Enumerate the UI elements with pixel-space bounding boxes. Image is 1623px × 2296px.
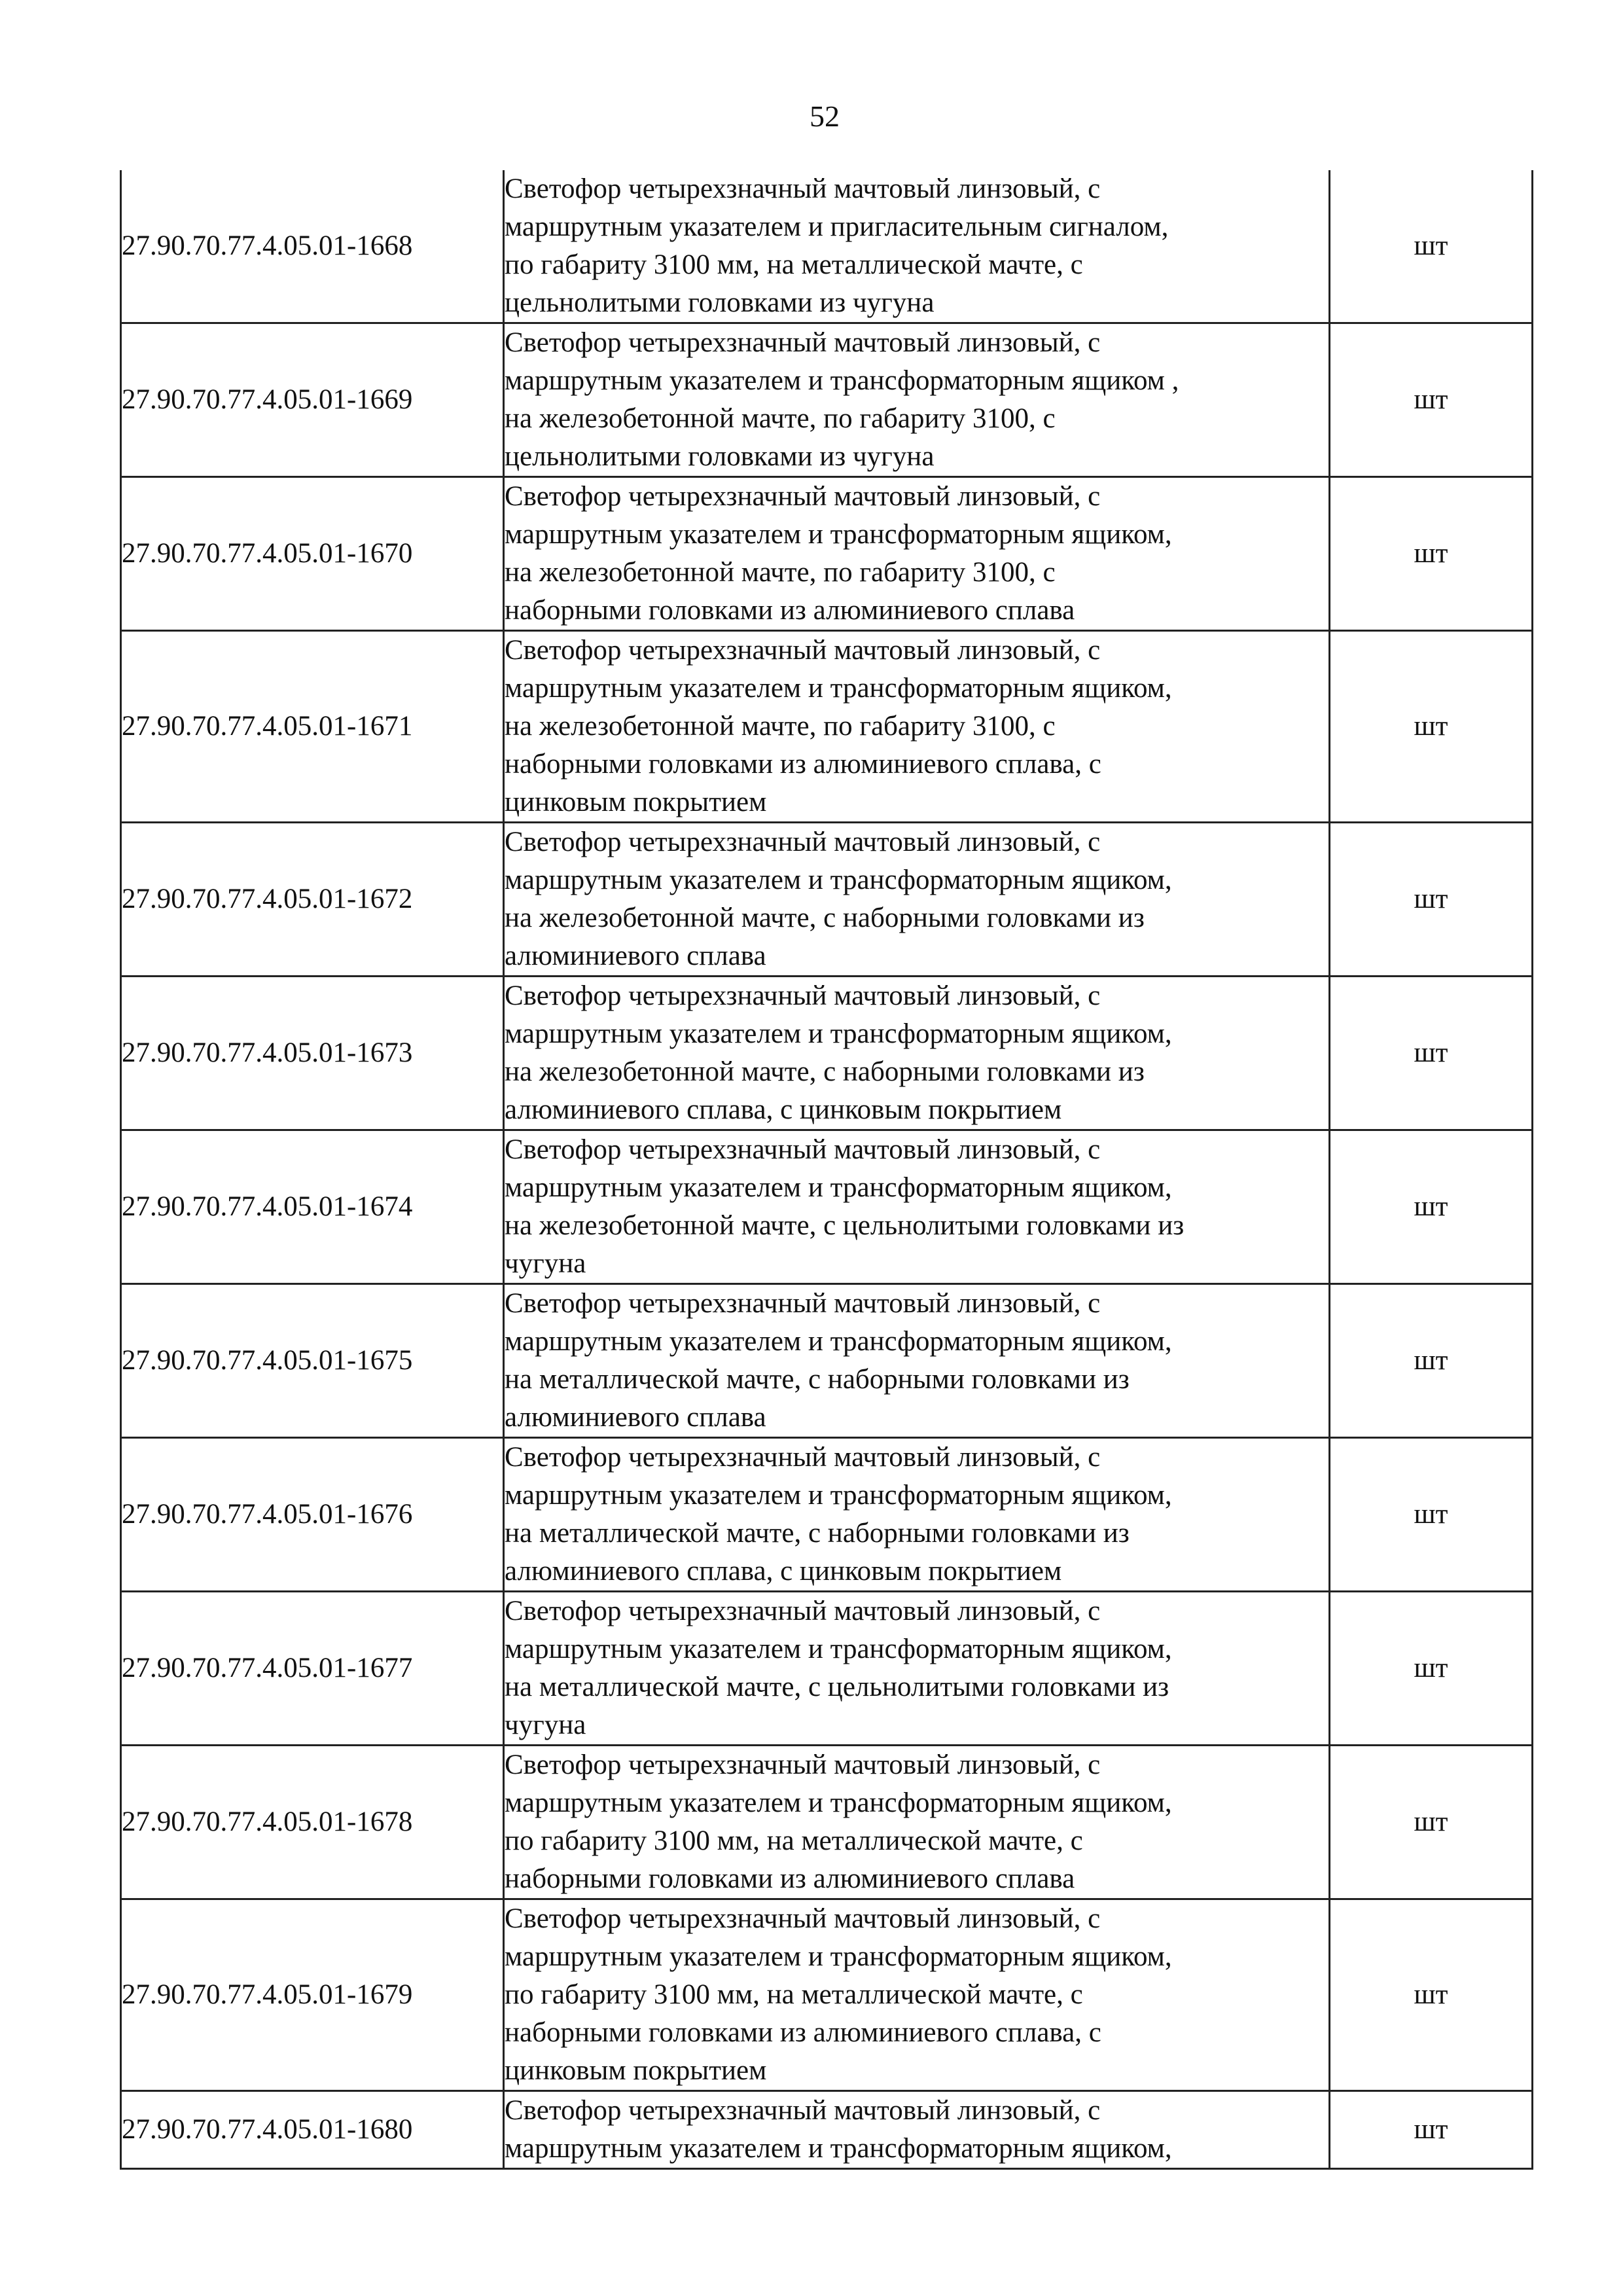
item-code: 27.90.70.77.4.05.01-1673 <box>121 977 504 1130</box>
description-line: на металлической мачте, с наборными головками из <box>505 1518 1130 1549</box>
table-row <box>121 170 1533 323</box>
table-row <box>121 477 1533 631</box>
item-code: 27.90.70.77.4.05.01-1679 <box>121 1899 504 2091</box>
description-line: Светофор четырехзначный мачтовый линзовый, с <box>505 173 1101 204</box>
description-line: маршрутным указателем и трансформаторным ящиком, <box>505 519 1172 550</box>
description-line: алюминиевого сплава, с цинковым покрытием <box>505 1094 1062 1125</box>
table-row <box>121 1130 1533 1284</box>
item-description <box>504 1899 1330 2091</box>
description-line: цинковым покрытием <box>505 2055 767 2086</box>
item-unit: шт <box>1330 2091 1533 2169</box>
item-unit: шт <box>1330 170 1533 323</box>
item-code: 27.90.70.77.4.05.01-1668 <box>121 170 504 323</box>
item-unit: шт <box>1330 323 1533 477</box>
item-description <box>504 823 1330 977</box>
item-description <box>504 2091 1330 2169</box>
description-line: маршрутным указателем и трансформаторным ящиком, <box>505 1480 1172 1511</box>
item-code: 27.90.70.77.4.05.01-1671 <box>121 631 504 823</box>
item-unit: шт <box>1330 977 1533 1130</box>
item-code: 27.90.70.77.4.05.01-1669 <box>121 323 504 477</box>
description-line: маршрутным указателем и трансформаторным ящиком, <box>505 1326 1172 1357</box>
item-code: 27.90.70.77.4.05.01-1670 <box>121 477 504 631</box>
item-unit: шт <box>1330 1592 1533 1746</box>
item-description <box>504 323 1330 477</box>
description-line: маршрутным указателем и трансформаторным ящиком, <box>505 865 1172 895</box>
description-line: Светофор четырехзначный мачтовый линзовый, с <box>505 1442 1101 1473</box>
item-unit: шт <box>1330 1438 1533 1592</box>
table-row <box>121 1746 1533 1899</box>
item-description <box>504 477 1330 631</box>
description-line: на металлической мачте, с цельнолитыми головками из <box>505 1672 1169 1702</box>
item-unit: шт <box>1330 477 1533 631</box>
description-line: Светофор четырехзначный мачтовый линзовый, с <box>505 1903 1101 1934</box>
description-line: маршрутным указателем и трансформаторным ящиком, <box>505 2133 1172 2164</box>
item-description <box>504 631 1330 823</box>
table-row <box>121 977 1533 1130</box>
description-line: на железобетонной мачте, по габариту 3100, с <box>505 711 1056 742</box>
item-description <box>504 1130 1330 1284</box>
table-row <box>121 1899 1533 2091</box>
table-row <box>121 823 1533 977</box>
description-line: маршрутным указателем и трансформаторным ящиком, <box>505 1018 1172 1049</box>
description-line: наборными головками из алюминиевого сплава, с <box>505 2017 1101 2048</box>
item-description <box>504 170 1330 323</box>
page-number: 52 <box>810 99 840 133</box>
catalog-table-body <box>121 170 1533 2169</box>
table-row <box>121 631 1533 823</box>
description-line: на железобетонной мачте, с наборными головками из <box>505 1056 1145 1087</box>
item-unit: шт <box>1330 1899 1533 2091</box>
description-line: на железобетонной мачте, с цельнолитыми головками из <box>505 1210 1185 1241</box>
description-line: Светофор четырехзначный мачтовый линзовый, с <box>505 1749 1101 1780</box>
item-code: 27.90.70.77.4.05.01-1672 <box>121 823 504 977</box>
description-line: маршрутным указателем и пригласительным сигналом, <box>505 211 1169 242</box>
item-unit: шт <box>1330 1284 1533 1438</box>
description-line: маршрутным указателем и трансформаторным ящиком, <box>505 673 1172 704</box>
description-line: алюминиевого сплава, с цинковым покрытием <box>505 1556 1062 1587</box>
description-line: чугуна <box>505 1248 586 1279</box>
table-row <box>121 323 1533 477</box>
description-line: чугуна <box>505 1710 586 1740</box>
description-line: маршрутным указателем и трансформаторным ящиком, <box>505 1634 1172 1664</box>
item-unit: шт <box>1330 1130 1533 1284</box>
description-line: Светофор четырехзначный мачтовый линзовый, с <box>505 1134 1101 1165</box>
description-line: наборными головками из алюминиевого сплава <box>505 1863 1075 1894</box>
description-line: маршрутным указателем и трансформаторным ящиком , <box>505 365 1179 396</box>
description-line: цельнолитыми головками из чугуна <box>505 287 935 318</box>
description-line: Светофор четырехзначный мачтовый линзовый, с <box>505 2095 1101 2126</box>
description-line: алюминиевого сплава <box>505 1402 766 1433</box>
description-line: Светофор четырехзначный мачтовый линзовый, с <box>505 980 1101 1011</box>
item-unit: шт <box>1330 823 1533 977</box>
description-line: алюминиевого сплава <box>505 941 766 971</box>
item-code: 27.90.70.77.4.05.01-1674 <box>121 1130 504 1284</box>
description-line: маршрутным указателем и трансформаторным ящиком, <box>505 1172 1172 1203</box>
item-description <box>504 1592 1330 1746</box>
table-row <box>121 1592 1533 1746</box>
table-row <box>121 1438 1533 1592</box>
description-line: на железобетонной мачте, с наборными головками из <box>505 903 1145 933</box>
description-line: по габариту 3100 мм, на металлической мачте, с <box>505 249 1083 280</box>
item-description <box>504 977 1330 1130</box>
item-description <box>504 1746 1330 1899</box>
item-code: 27.90.70.77.4.05.01-1678 <box>121 1746 504 1899</box>
item-unit: шт <box>1330 631 1533 823</box>
catalog-table <box>120 170 1533 2170</box>
description-line: Светофор четырехзначный мачтовый линзовый, с <box>505 1288 1101 1319</box>
description-line: цинковым покрытием <box>505 787 767 817</box>
description-line: на железобетонной мачте, по габариту 3100, с <box>505 403 1056 434</box>
item-description <box>504 1438 1330 1592</box>
description-line: Светофор четырехзначный мачтовый линзовый, с <box>505 635 1101 666</box>
item-description <box>504 1284 1330 1438</box>
description-line: маршрутным указателем и трансформаторным ящиком, <box>505 1941 1172 1972</box>
item-code: 27.90.70.77.4.05.01-1676 <box>121 1438 504 1592</box>
item-code: 27.90.70.77.4.05.01-1680 <box>121 2091 504 2169</box>
table-row <box>121 2091 1533 2169</box>
description-line: наборными головками из алюминиевого сплава, с <box>505 749 1101 780</box>
item-code: 27.90.70.77.4.05.01-1675 <box>121 1284 504 1438</box>
description-line: Светофор четырехзначный мачтовый линзовый, с <box>505 827 1101 857</box>
item-unit: шт <box>1330 1746 1533 1899</box>
description-line: Светофор четырехзначный мачтовый линзовый, с <box>505 481 1101 512</box>
description-line: по габариту 3100 мм, на металлической мачте, с <box>505 1979 1083 2010</box>
description-line: на металлической мачте, с наборными головками из <box>505 1364 1130 1395</box>
description-line: по габариту 3100 мм, на металлической мачте, с <box>505 1825 1083 1856</box>
description-line: наборными головками из алюминиевого сплава <box>505 595 1075 626</box>
table-row <box>121 1284 1533 1438</box>
description-line: Светофор четырехзначный мачтовый линзовый, с <box>505 1596 1101 1626</box>
description-line: на железобетонной мачте, по габариту 3100, с <box>505 557 1056 588</box>
description-line: маршрутным указателем и трансформаторным ящиком, <box>505 1787 1172 1818</box>
description-line: цельнолитыми головками из чугуна <box>505 441 935 472</box>
item-code: 27.90.70.77.4.05.01-1677 <box>121 1592 504 1746</box>
description-line: Светофор четырехзначный мачтовый линзовый, с <box>505 327 1101 358</box>
